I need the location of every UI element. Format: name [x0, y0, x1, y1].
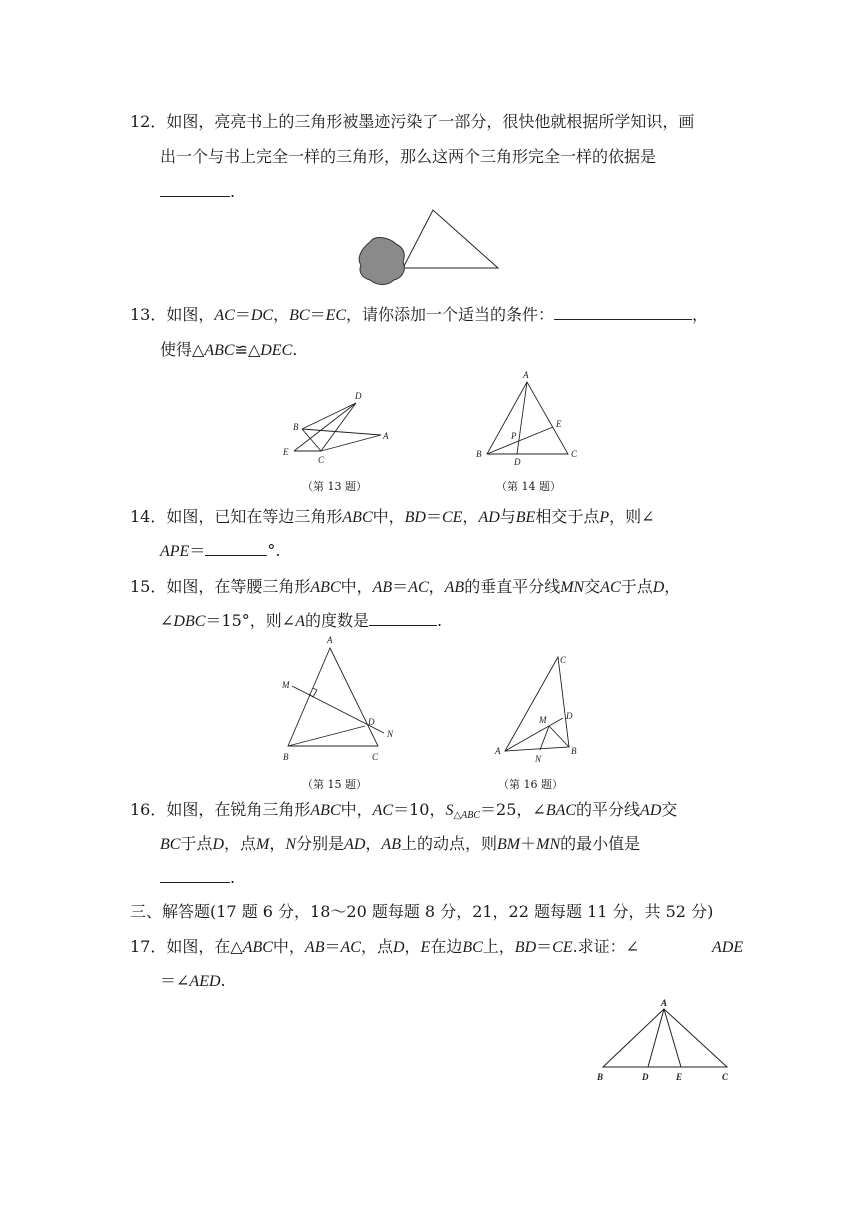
q14-ape: APE [160, 543, 190, 560]
q15-angle: ∠ [160, 611, 174, 630]
q14-t4: ， [462, 507, 479, 526]
q16-bac: BAC [545, 802, 577, 819]
q14-deg: °. [267, 541, 281, 560]
q17-t2: 中， [272, 937, 305, 956]
q16-t4: ＝25，∠ [480, 800, 546, 819]
q13-ac: AC [214, 307, 235, 324]
q17-t4: ，点 [360, 937, 393, 956]
q13-bc: BC [289, 307, 310, 324]
q13-t2: ，请你添加一个适当的条件： [346, 305, 555, 324]
q15-number: 15． [130, 577, 167, 596]
q16-l2h: 分别是 [296, 834, 345, 853]
q16-t1: 如图，在锐角三角形 [166, 800, 311, 819]
fig16-label-c: C [560, 655, 567, 665]
q13-eq2: ＝ [309, 305, 326, 324]
q12-end: . [230, 182, 236, 201]
q17-t6: 在边 [430, 937, 463, 956]
q17-abc: ABC [242, 939, 273, 956]
q16-ad2: AD [344, 836, 366, 853]
q17-ab: AB [304, 939, 325, 956]
q16-l2l: 上的动点，则 [400, 834, 497, 853]
q16-ab: AB [381, 836, 401, 853]
q13-cong: ≌△ [234, 340, 261, 359]
q15-ab: AB [372, 579, 393, 596]
q13-dec: DEC [260, 342, 293, 359]
q13-l2a: 使得△ [160, 340, 205, 359]
fig16-label-d: D [566, 711, 573, 721]
q16-s: S [445, 802, 454, 819]
fig17-label-d: D [642, 1072, 649, 1082]
q13-end: . [292, 340, 298, 359]
q16-ad: AD [640, 802, 662, 819]
q16-t2: 中， [340, 800, 373, 819]
q16-bm: BM [496, 836, 521, 853]
q17-t9: .求证：∠ [572, 937, 640, 956]
q13-eq1: ＝ [234, 305, 251, 324]
fig16-label-b: B [571, 746, 577, 756]
q13-t3: ， [692, 305, 709, 324]
fig14-label-d: D [514, 457, 521, 467]
q17-t1: 如图，在△ [166, 937, 243, 956]
q16-l2f: ， [269, 834, 286, 853]
q16-d: D [212, 836, 225, 853]
fig14-caption: （第 14 题） [496, 480, 561, 493]
fig15-label-m: M [282, 680, 290, 690]
fig15-label-c: C [372, 752, 379, 762]
q16-n: N [285, 836, 297, 853]
fig15-label-a: A [327, 635, 333, 645]
q16-mn: MN [536, 836, 561, 853]
q16-l2j: ， [365, 834, 382, 853]
q13-abc: ABC [204, 342, 235, 359]
q14-number: 14． [130, 507, 167, 526]
q15-t3: ＝ [392, 577, 409, 596]
q15-t1: 如图，在等腰三角形 [166, 577, 311, 596]
q16-bc: BC [160, 836, 181, 853]
q12-text-2: 出一个与书上完全一样的三角形，那么这两个三角形完全一样的依据是 [160, 147, 657, 166]
q16-number: 16． [130, 800, 167, 819]
q14-abc: ABC [342, 509, 373, 526]
q17-bc: BC [462, 939, 483, 956]
q13-t1: 如图， [166, 305, 215, 324]
fig17-label-a: A [661, 998, 668, 1008]
fig14-label-c: C [571, 449, 578, 459]
q14-be: BE [515, 509, 536, 526]
q17-number: 17． [130, 937, 167, 956]
q15-l2e: 的度数是 [304, 611, 369, 630]
fig14-label-p: P [511, 431, 517, 441]
q15-t6: 交 [584, 577, 601, 596]
q17-bd: BD [514, 939, 537, 956]
q15-a: A [295, 613, 305, 630]
fig13-label-e: E [283, 447, 289, 457]
q15-end: . [436, 611, 443, 630]
q14-p: P [599, 509, 610, 526]
q16-l2b: 于点 [180, 834, 213, 853]
fig14-label-a: A [523, 370, 529, 380]
q14-t5: 与 [499, 507, 516, 526]
q12-text-1: 如图，亮亮书上的三角形被墨迹污染了一部分，很快他就根据所学知识，画 [166, 112, 695, 131]
q16-end: . [230, 868, 236, 887]
fig15-label-b: B [283, 752, 289, 762]
q15-l2c: ＝15°，则∠ [205, 611, 296, 630]
q14-t3: ＝ [425, 507, 442, 526]
q16-t6: 交 [661, 800, 678, 819]
fig13-label-d: D [355, 391, 362, 401]
q17-eq-angle: ＝∠ [160, 971, 190, 990]
q15-ab2: AB [444, 579, 465, 596]
q14-t6: 相交于点 [535, 507, 600, 526]
q15-t4: ， [428, 577, 445, 596]
q14-eq: ＝ [189, 541, 206, 560]
fig14-label-b: B [476, 449, 482, 459]
fig14-label-e: E [556, 419, 562, 429]
fig16-label-a: A [495, 746, 501, 756]
q17-aed: AED [189, 973, 221, 990]
q17-e: E [420, 939, 431, 956]
fig15-label-d: D [368, 717, 375, 727]
q15-ac: AC [408, 579, 429, 596]
q15-t8: ， [664, 577, 681, 596]
fig13-caption: （第 13 题） [302, 480, 367, 493]
q16-plus: ＋ [520, 834, 537, 853]
q17-t3: ＝ [324, 937, 341, 956]
q17-end: . [220, 971, 226, 990]
q14-t7: ，则∠ [609, 507, 655, 526]
q16-ac: AC [372, 802, 394, 819]
q14-t2: 中， [372, 507, 405, 526]
q15-t7: 于点 [620, 577, 653, 596]
fig17-label-c: C [722, 1072, 729, 1082]
q13-number: 13． [130, 305, 167, 324]
q15-t2: 中， [340, 577, 373, 596]
q17-ac: AC [340, 939, 361, 956]
fig13-label-b: B [293, 422, 299, 432]
q14-bd: BD [404, 509, 426, 526]
q15-t5: 的垂直平分线 [464, 577, 561, 596]
q13-ec: EC [325, 307, 347, 324]
q16-s-sub: △ABC [453, 810, 481, 821]
fig17-label-b: B [597, 1072, 604, 1082]
fig16-label-n: N [535, 754, 542, 764]
q13-dc: DC [250, 307, 274, 324]
q17-t8: ＝ [536, 937, 553, 956]
q17-t7: 上， [482, 937, 515, 956]
fig13-label-a: A [383, 431, 389, 441]
q15-abc: ABC [310, 579, 341, 596]
q16-m: M [256, 836, 270, 853]
fig15-label-n: N [387, 729, 394, 739]
q16-l2d: ，点 [224, 834, 257, 853]
q17-ce: CE [552, 939, 573, 956]
q15-mn: MN [560, 579, 585, 596]
q15-d: D [652, 579, 665, 596]
q14-ad: AD [478, 509, 500, 526]
fig16-label-m: M [539, 715, 547, 725]
fig17-label-e: E [676, 1072, 683, 1082]
q13-sep: ， [273, 305, 290, 324]
q16-l2p: 的最小值是 [560, 834, 641, 853]
fig13-label-c: C [318, 455, 325, 465]
q15-ac2: AC [600, 579, 621, 596]
q16-abc: ABC [310, 802, 341, 819]
fig16-caption: （第 16 题） [498, 778, 563, 791]
q16-t5: 的平分线 [576, 800, 641, 819]
q17-d: D [392, 939, 405, 956]
q17-t5: ， [404, 937, 421, 956]
q14-t1: 如图，已知在等边三角形 [166, 507, 343, 526]
q17-ade: ADE [712, 939, 744, 956]
q12-number: 12． [130, 112, 167, 131]
q14-ce: CE [441, 509, 463, 526]
q15-dbc: DBC [173, 613, 206, 630]
q16-t3: ＝10， [393, 800, 446, 819]
fig15-caption: （第 15 题） [302, 778, 367, 791]
section3-title: 三、解答题(17 题 6 分，18～20 题每题 8 分，21，22 题每题 11 分，共 52 分) [130, 902, 714, 921]
